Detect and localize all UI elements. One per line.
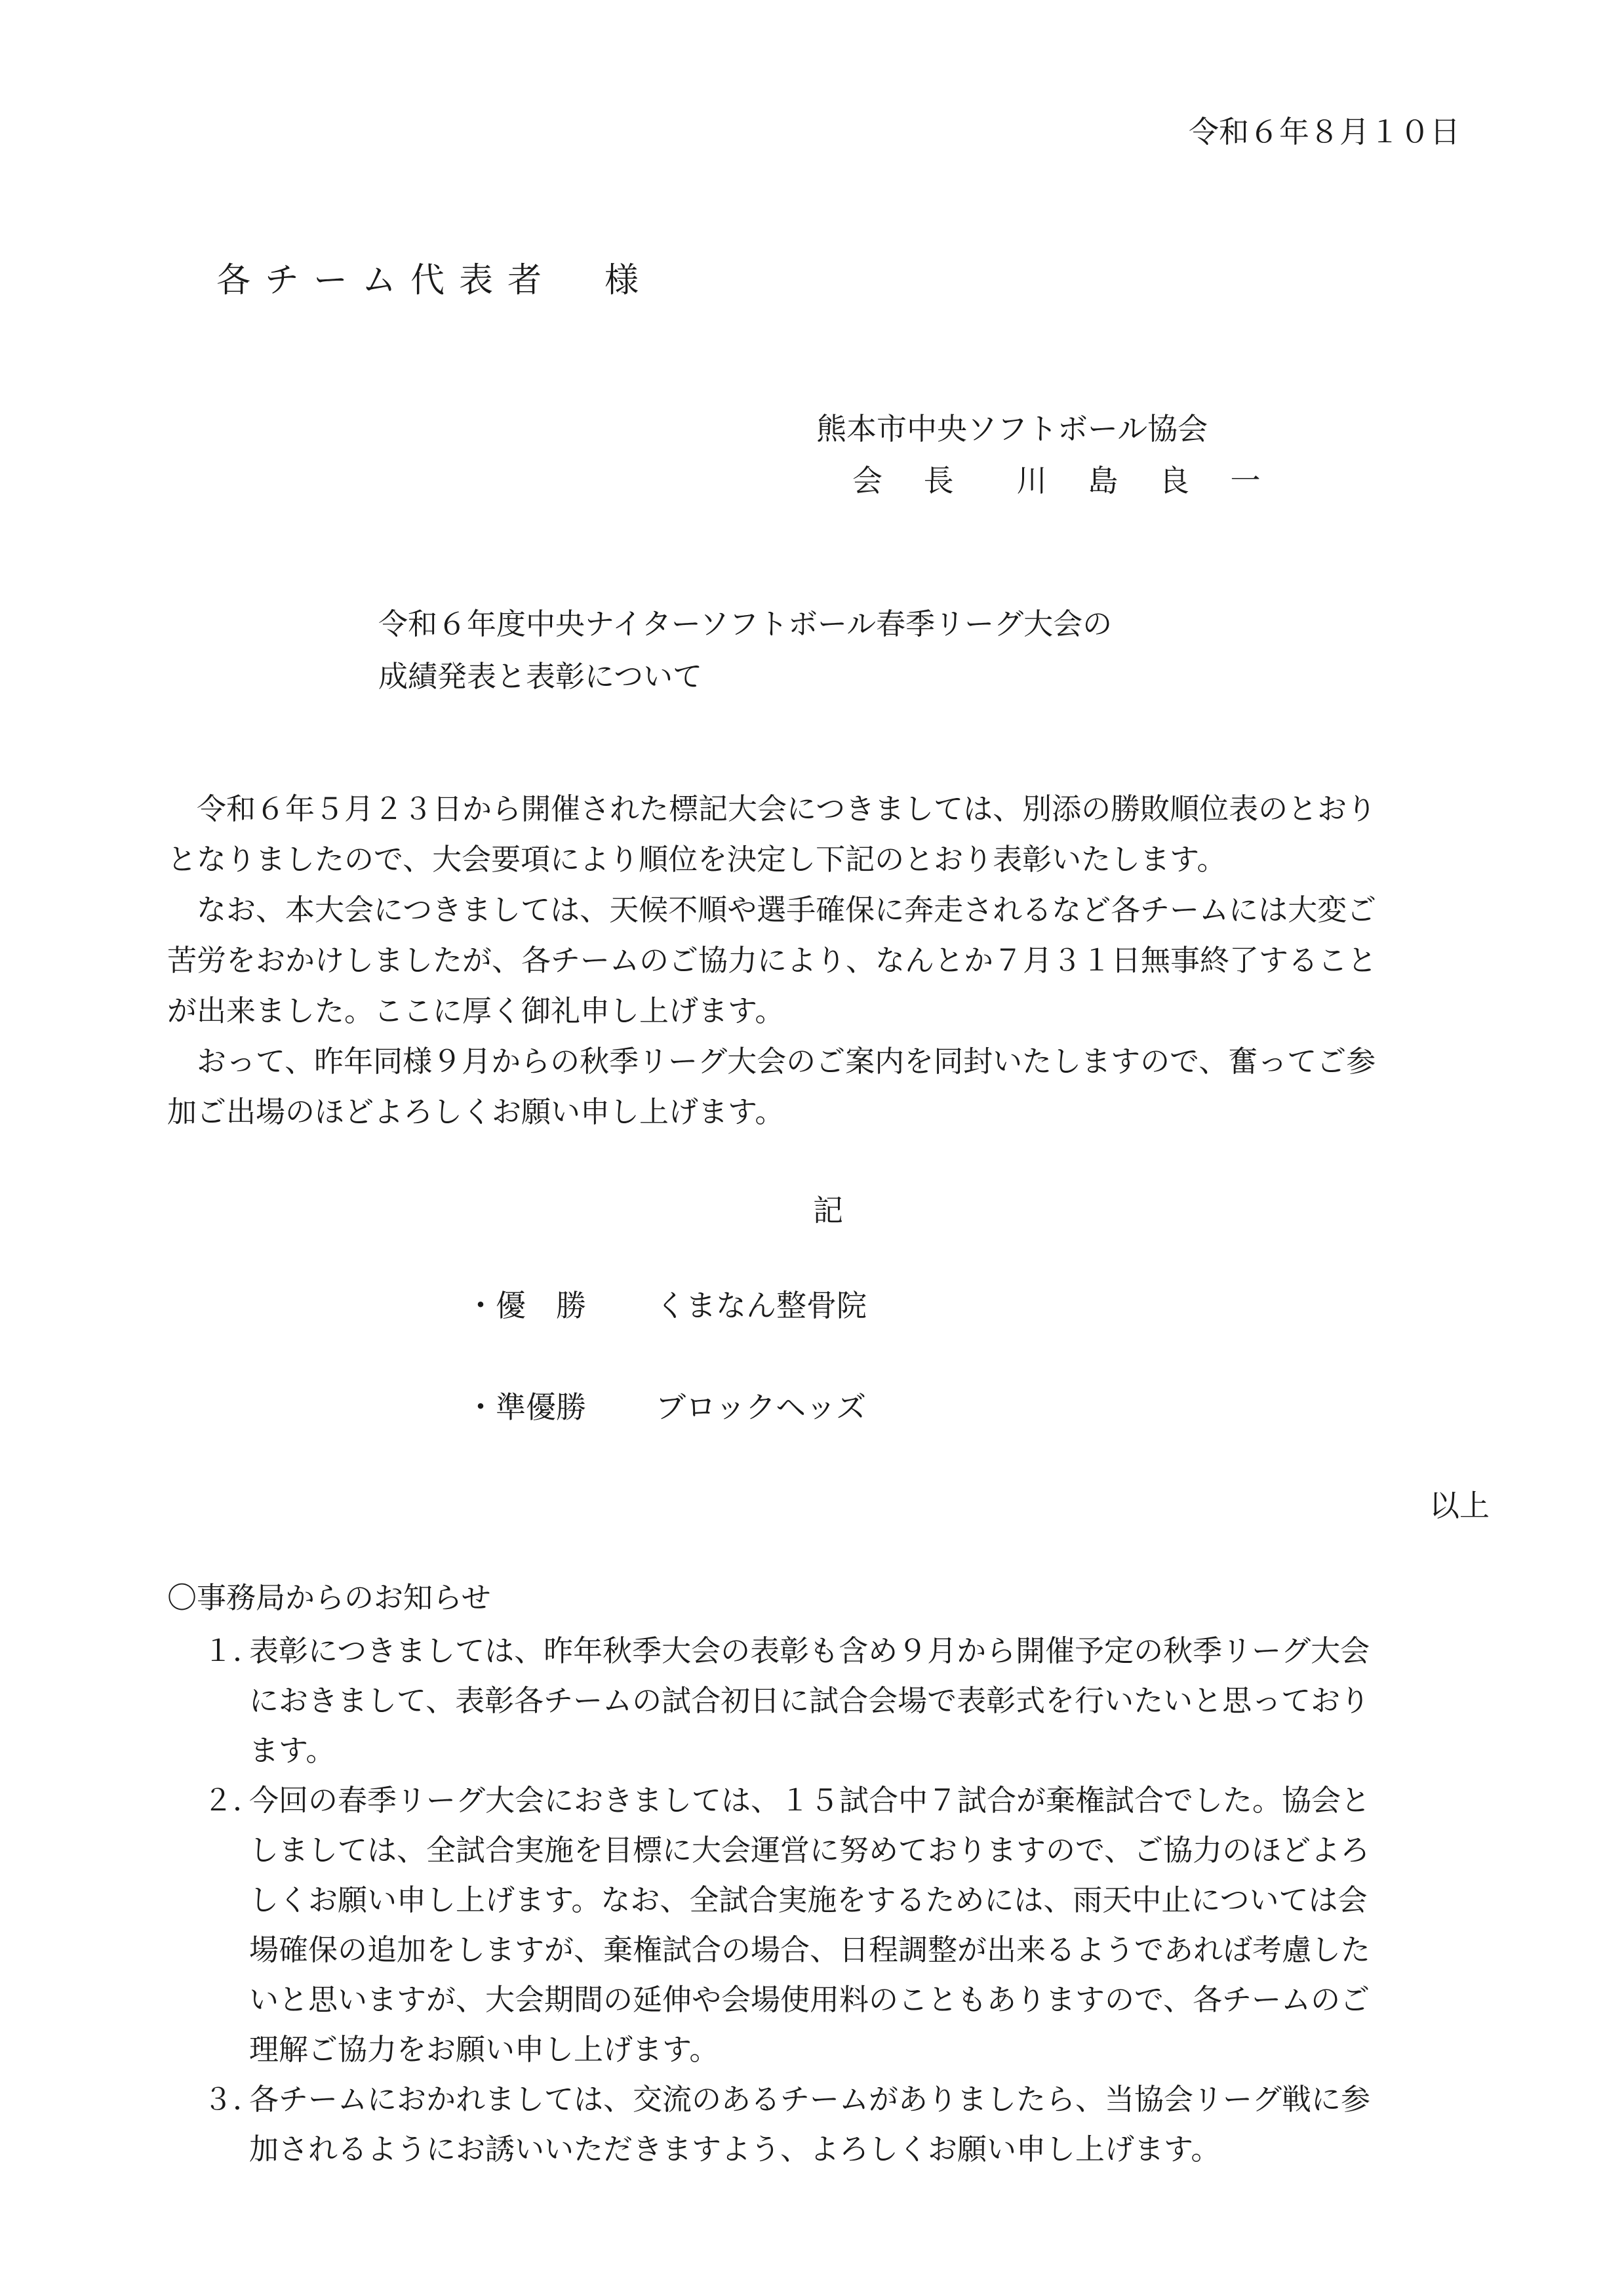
body-line: となりましたので、大会要項により順位を決定し下記のとおり表彰いたします。 xyxy=(167,842,1227,877)
document-date: 令和６年８月１０日 xyxy=(1189,114,1460,150)
addressee: 各チーム代表者 様 xyxy=(216,261,654,300)
award-team: くまなん整骨院 xyxy=(656,1288,867,1323)
notice-number: ３． xyxy=(203,2082,263,2117)
notice-number: ２． xyxy=(203,1783,263,1818)
notice-item-3: ３．各チームにおかれましては、交流のあるチームがありましたら、当協会リーグ戦に参 加されるようにお誘いいただきますよう、よろしくお願い申し上げます。 xyxy=(203,2075,1370,2174)
ki-heading: 記 xyxy=(813,1193,843,1228)
subject xyxy=(378,598,1362,703)
award-runner-up xyxy=(465,1384,866,1427)
sender-name: 川 島 良 一 xyxy=(1016,463,1277,498)
award-label: ・優 勝 xyxy=(465,1288,586,1323)
body-line: 令和６年５月２３日から開催された標記大会につきましては、別添の勝敗順位表のとおり xyxy=(197,791,1377,826)
closing-ijo: 以上 xyxy=(1429,1488,1490,1523)
sender-president xyxy=(852,457,1324,500)
body-line: 加ご出場のほどよろしくお願い申し上げます。 xyxy=(167,1094,785,1129)
award-champion xyxy=(465,1282,867,1325)
award-team: ブロックヘッズ xyxy=(656,1389,867,1425)
notice-number: １． xyxy=(203,1633,263,1668)
sender-organization: 熊本市中央ソフトボール協会 xyxy=(816,411,1208,447)
body-text xyxy=(167,784,1485,1137)
subject-line-1: 令和６年度中央ナイターソフトボール春季リーグ大会の xyxy=(378,607,1113,641)
sender-title: 会 長 xyxy=(852,463,970,498)
body-line: が出来ました。ここに厚く御礼申し上げます。 xyxy=(167,993,785,1028)
notice-list xyxy=(203,1626,1370,2174)
body-line: なお、本大会につきましては、天候不順や選手確保に奔走されるなど各チームには大変ご xyxy=(197,892,1377,927)
body-line: おって、昨年同様９月からの秋季リーグ大会のご案内を同封いたしますので、奮ってご参 xyxy=(197,1044,1376,1079)
notice-item-1: １．表彰につきましては、昨年秋季大会の表彰も含め９月から開催予定の秋季リーグ大会 におきまして、表彰各チームの試合初日に試合会場で表彰式を行いたいと思っており ます。 xyxy=(203,1626,1370,1776)
notice-heading: 〇事務局からのお知らせ xyxy=(167,1580,491,1615)
subject-line-2: 成績発表と表彰について xyxy=(378,659,703,694)
notice-item-2: ２．今回の春季リーグ大会におきましては、１５試合中７試合が棄権試合でした。協会と しましては、全試合実施を目標に大会運営に努めておりますので、ご協力のほどよろ しくお願い申し上げます。なお、全試合実施をするためには、雨天中止については会 場確保の追加をしますが、棄権試合の場合、日程調整が出来るようであれば考慮した いと思いますが、大会期間の延伸や会場使用料のこともありますので、各チームのご 理解ご協力をお願い申し上げます。 xyxy=(203,1776,1370,2075)
body-line: 苦労をおかけしましたが、各チームのご協力により、なんとか７月３１日無事終了すること xyxy=(167,943,1377,978)
award-label: ・準優勝 xyxy=(465,1389,586,1425)
